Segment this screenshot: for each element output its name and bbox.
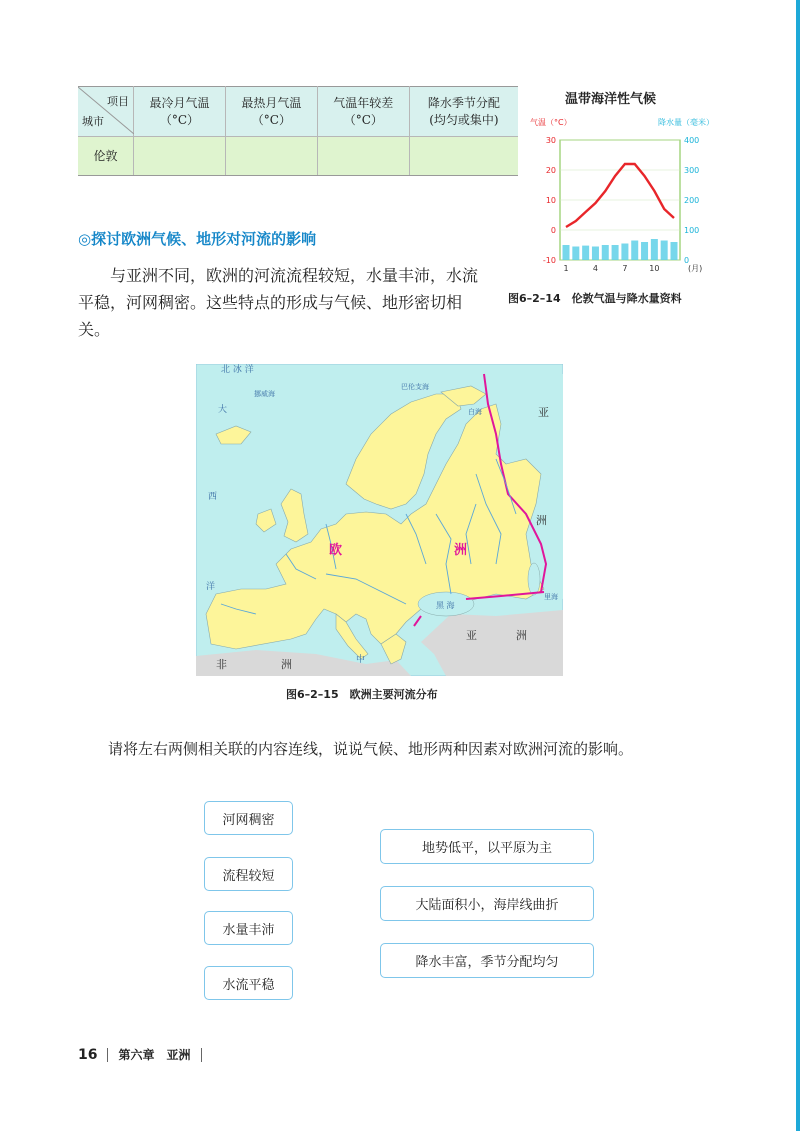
map-label-africa-1: 非: [216, 658, 227, 671]
right-box[interactable]: 降水丰富，季节分配均匀: [380, 943, 594, 978]
left-box[interactable]: 流程较短: [204, 857, 293, 891]
chart-caption: 图6–2–14 伦敦气温与降水量资料: [508, 292, 682, 305]
month-tick-label: 7: [622, 264, 628, 273]
map-label-med: 中: [356, 655, 366, 665]
precip-bar: [572, 247, 579, 261]
chart-ylabel-left: 气温（°C）: [530, 118, 572, 127]
table-header-row: [78, 87, 518, 137]
chart-title: 温带海洋性气候: [565, 92, 657, 107]
left-box[interactable]: 水量丰沛: [204, 911, 293, 945]
map-label-asia-1: 亚: [538, 406, 549, 419]
temp-tick-label: 10: [545, 196, 556, 205]
precip-bar: [671, 242, 678, 260]
map-label-atlantic-3: 洋: [206, 582, 216, 592]
page-edge-stripe: [796, 0, 800, 1131]
precip-bar: [602, 245, 609, 260]
precip-bar: [621, 244, 628, 261]
map-label-norwegian: 挪威海: [254, 390, 275, 398]
corner-top-label: 项目: [107, 95, 129, 108]
left-box[interactable]: 河网稠密: [204, 801, 293, 835]
corner-bottom-label: 城市: [82, 115, 104, 128]
left-box[interactable]: 水流平稳: [204, 966, 293, 1000]
map-label-barents: 巴伦支海: [401, 383, 429, 391]
table-cell-input[interactable]: [409, 137, 518, 176]
chapter-label: 第六章 亚洲: [118, 1048, 191, 1062]
body-paragraph: 与亚洲不同，欧洲的河流流程较短，水量丰沛，水流平稳，河网稠密。这些特点的形成与气候、地形密切相关。: [78, 266, 479, 339]
map-label-atlantic-1: 大: [218, 405, 228, 415]
map-caspian: [528, 563, 540, 595]
table-header-cell: 最冷月气温 （°C）: [134, 87, 226, 137]
precip-bar: [631, 241, 638, 261]
precip-bar: [661, 241, 668, 261]
europe-river-map: [196, 364, 563, 676]
chart-ylabel-right: 降水量（毫米）: [658, 118, 714, 127]
map-caption: 图6–2–15 欧洲主要河流分布: [286, 688, 438, 701]
precip-bar: [592, 247, 599, 261]
row-label: 伦敦: [78, 137, 134, 176]
map-label-europe-2: 洲: [454, 543, 468, 558]
right-box[interactable]: 大陆面积小，海岸线曲折: [380, 886, 594, 921]
question-text: 请将左右两侧相关联的内容连线，说说气候、地形两种因素对欧洲河流的影响。: [108, 740, 634, 758]
right-box[interactable]: 地势低平，以平原为主: [380, 829, 594, 864]
table-cell-input[interactable]: [134, 137, 226, 176]
map-label-atlantic-2: 西: [208, 492, 218, 502]
map-label-africa-2: 洲: [281, 658, 292, 671]
month-tick-label: 4: [592, 264, 599, 273]
temp-tick-label: 30: [545, 136, 556, 145]
table-header-cell: 最热月气温 （°C）: [225, 87, 317, 137]
section-title: ◎探讨欧洲气候、地形对河流的影响: [78, 230, 317, 248]
precip-tick-label: 300: [684, 166, 700, 175]
temp-tick-label: 20: [545, 166, 556, 175]
precip-tick-label: 0: [684, 256, 690, 265]
table-row: [78, 137, 518, 176]
month-tick-label: 10: [649, 264, 660, 273]
table-header-cell: 降水季节分配 (均匀或集中): [409, 87, 518, 137]
precip-bar: [641, 242, 648, 260]
precip-bar: [651, 239, 658, 260]
map-label-caspian: 里海: [544, 593, 558, 601]
temp-tick-label: -10: [542, 256, 556, 265]
month-tick-label: 1: [563, 264, 569, 273]
map-label-europe-1: 欧: [329, 543, 343, 558]
map-label-asia-4: 洲: [516, 629, 527, 642]
precip-tick-label: 400: [684, 136, 700, 145]
map-label-asia-3: 亚: [466, 629, 477, 642]
table-cell-input[interactable]: [225, 137, 317, 176]
map-label-asia-2: 洲: [536, 514, 547, 527]
page-number: 16: [78, 1046, 98, 1063]
precip-bar: [612, 245, 619, 260]
precip-bar: [563, 245, 570, 260]
map-label-black-sea: 黑 海: [436, 601, 455, 610]
precip-tick-label: 200: [684, 196, 700, 205]
table-header-cell: 气温年较差 （°C）: [317, 87, 409, 137]
map-label-white: 白海: [468, 408, 482, 416]
precip-tick-label: 100: [684, 226, 700, 235]
page-footer: [78, 1046, 202, 1063]
table-cell-input[interactable]: [317, 137, 409, 176]
precip-bar: [582, 246, 589, 260]
table-corner: [78, 87, 134, 137]
climate-table: [78, 86, 518, 176]
map-label-arctic: 北 冰 洋: [221, 365, 254, 375]
temp-tick-label: 0: [550, 226, 556, 235]
climate-chart: [528, 112, 718, 282]
chart-x-unit: (月): [688, 264, 703, 273]
